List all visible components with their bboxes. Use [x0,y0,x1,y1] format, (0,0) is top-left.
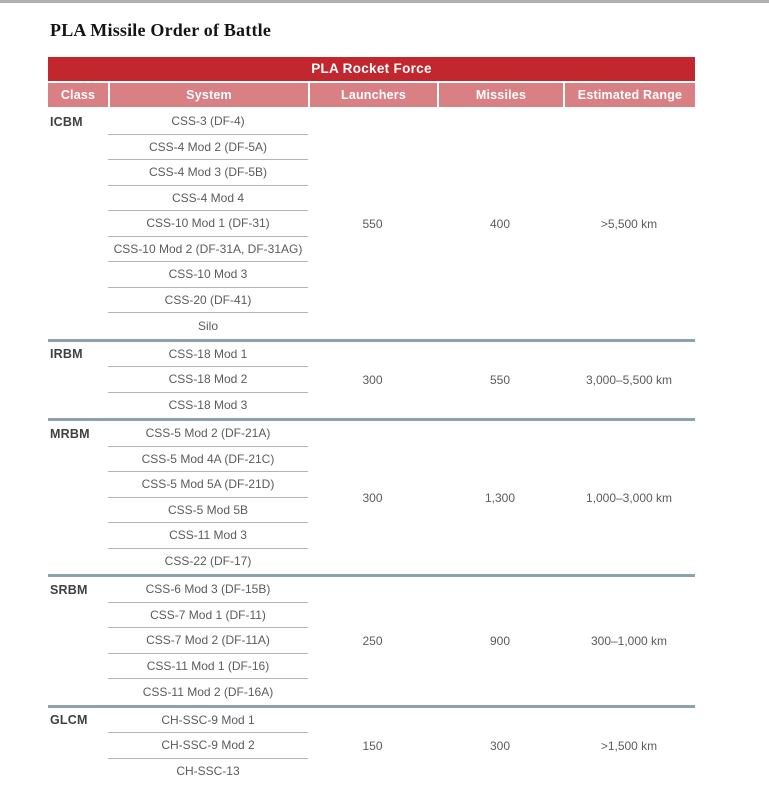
system-cell: CH-SSC-13 [176,764,240,779]
system-cell: CSS-4 Mod 3 (DF-5B) [108,160,308,186]
column-header-launchers: Launchers [308,83,437,107]
class-label-icbm: ICBM [50,114,83,129]
launchers-value: 250 [362,633,383,648]
section-mrbm [48,418,695,574]
class-label-srbm: SRBM [50,582,88,597]
missiles-value: 300 [489,738,511,753]
system-cell: CSS-18 Mod 3 [168,398,248,413]
missiles-value: 900 [489,633,511,648]
system-cell: CSS-4 Mod 2 (DF-5A) [108,135,308,161]
missiles-value: 400 [489,216,511,231]
system-cell: CSS-7 Mod 2 (DF-11A) [108,628,308,654]
class-label-mrbm: MRBM [50,426,90,441]
system-cell: CSS-11 Mod 3 [108,523,308,549]
system-cell: CSS-18 Mod 1 [108,342,308,368]
class-label-irbm: IRBM [50,347,83,362]
system-cell: CSS-3 (DF-4) [108,109,308,135]
system-cell: CSS-5 Mod 5A (DF-21D) [108,472,308,498]
class-label-glcm: GLCM [50,713,88,728]
top-divider-rule [0,0,769,3]
system-cell: CH-SSC-9 Mod 1 [108,708,308,734]
range-value: 1,000–3,000 km [585,490,673,505]
launchers-value: 300 [362,372,383,387]
system-cell: CSS-20 (DF-41) [108,288,308,314]
system-cell: CSS-5 Mod 4A (DF-21C) [108,447,308,473]
system-cell: CSS-10 Mod 1 (DF-31) [108,211,308,237]
system-cell: CH-SSC-9 Mod 2 [108,733,308,759]
section-irbm [48,339,695,419]
system-cell: CSS-6 Mod 3 (DF-15B) [108,577,308,603]
section-srbm [48,574,695,705]
section-glcm [48,705,695,785]
system-cell: CSS-7 Mod 1 (DF-11) [108,603,308,629]
column-header-estimated-range: Estimated Range [563,83,695,107]
launchers-value: 300 [362,490,383,505]
system-cell: CSS-11 Mod 1 (DF-16) [108,654,308,680]
range-value: >1,500 km [600,738,658,753]
table-body [48,109,695,784]
system-cell: CSS-10 Mod 2 (DF-31A, DF-31AG) [108,237,308,263]
column-header-class: Class [48,83,108,107]
system-cell: CSS-10 Mod 3 [108,262,308,288]
system-cell: CSS-5 Mod 2 (DF-21A) [108,421,308,447]
system-cell: CSS-5 Mod 5B [108,498,308,524]
column-header-row [48,83,695,107]
system-cell: CSS-18 Mod 2 [108,367,308,393]
system-cell: CSS-22 (DF-17) [164,554,252,569]
missiles-value: 1,300 [484,490,516,505]
section-icbm [48,109,695,339]
column-header-missiles: Missiles [437,83,563,107]
system-cell: Silo [197,318,218,333]
table-title-band: PLA Rocket Force [48,57,695,81]
launchers-value: 150 [362,738,383,753]
range-value: 300–1,000 km [590,633,668,648]
page-title: PLA Missile Order of Battle [50,20,272,40]
missiles-value: 550 [489,372,511,387]
range-value: 3,000–5,500 km [585,372,673,387]
column-header-system: System [108,83,308,107]
system-cell: CSS-4 Mod 4 [108,186,308,212]
range-value: >5,500 km [600,216,658,231]
system-cell: CSS-11 Mod 2 (DF-16A) [142,684,274,699]
pla-rocket-force-table [48,57,695,784]
launchers-value: 550 [362,216,383,231]
